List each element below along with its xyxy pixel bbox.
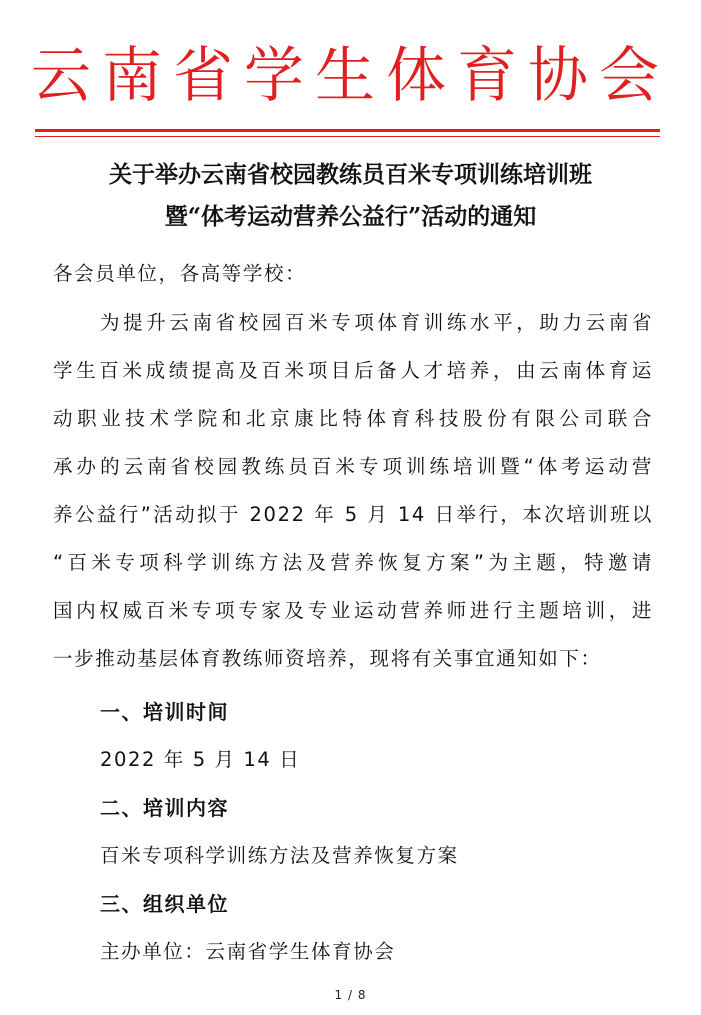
salutation: 各会员单位，各高等学校： bbox=[53, 262, 307, 285]
intro-paragraph bbox=[53, 308, 653, 692]
intro-line: 动职业技术学院和北京康比特体育科技股份有限公司联合 bbox=[53, 407, 653, 430]
intro-line: 养公益行”活动拟于 2022 年 5 月 14 日举行，本次培训班以 bbox=[53, 503, 653, 526]
intro-line: 一步推动基层体育教练师资培养，现将有关事宜通知如下： bbox=[53, 647, 602, 670]
intro-line: 学生百米成绩提高及百米项目后备人才培养，由云南体育运 bbox=[53, 359, 653, 382]
intro-line: “百米专项科学训练方法及营养恢复方案”为主题，特邀请 bbox=[53, 551, 653, 574]
document-title-line-1: 关于举办云南省校园教练员百米专项训练培训班 bbox=[109, 161, 592, 188]
section-heading-training-content: 二、培训内容 bbox=[100, 796, 229, 820]
document-title-line-2: 暨“体考运动营养公益行”活动的通知 bbox=[164, 203, 537, 230]
intro-line: 国内权威百米专项专家及专业运动营养师进行主题培训，进 bbox=[53, 599, 653, 622]
section-heading-training-time: 一、培训时间 bbox=[100, 700, 229, 724]
masthead-title: 云南省学生体育协会 bbox=[31, 41, 670, 111]
masthead-rule-thin bbox=[35, 136, 660, 137]
section-content-organizers: 主办单位：云南省学生体育协会 bbox=[100, 940, 396, 963]
page-number: 1 / 8 bbox=[334, 988, 367, 1002]
section-heading-organizers: 三、组织单位 bbox=[100, 892, 229, 916]
intro-line: 为提升云南省校园百米专项体育训练水平，助力云南省 bbox=[100, 311, 653, 334]
section-content-training-time: 2022 年 5 月 14 日 bbox=[100, 748, 301, 771]
section-content-training-content: 百米专项科学训练方法及营养恢复方案 bbox=[100, 844, 459, 867]
intro-line: 承办的云南省校园教练员百米专项训练培训暨“体考运动营 bbox=[53, 455, 653, 478]
masthead-rule-thick bbox=[35, 129, 660, 132]
